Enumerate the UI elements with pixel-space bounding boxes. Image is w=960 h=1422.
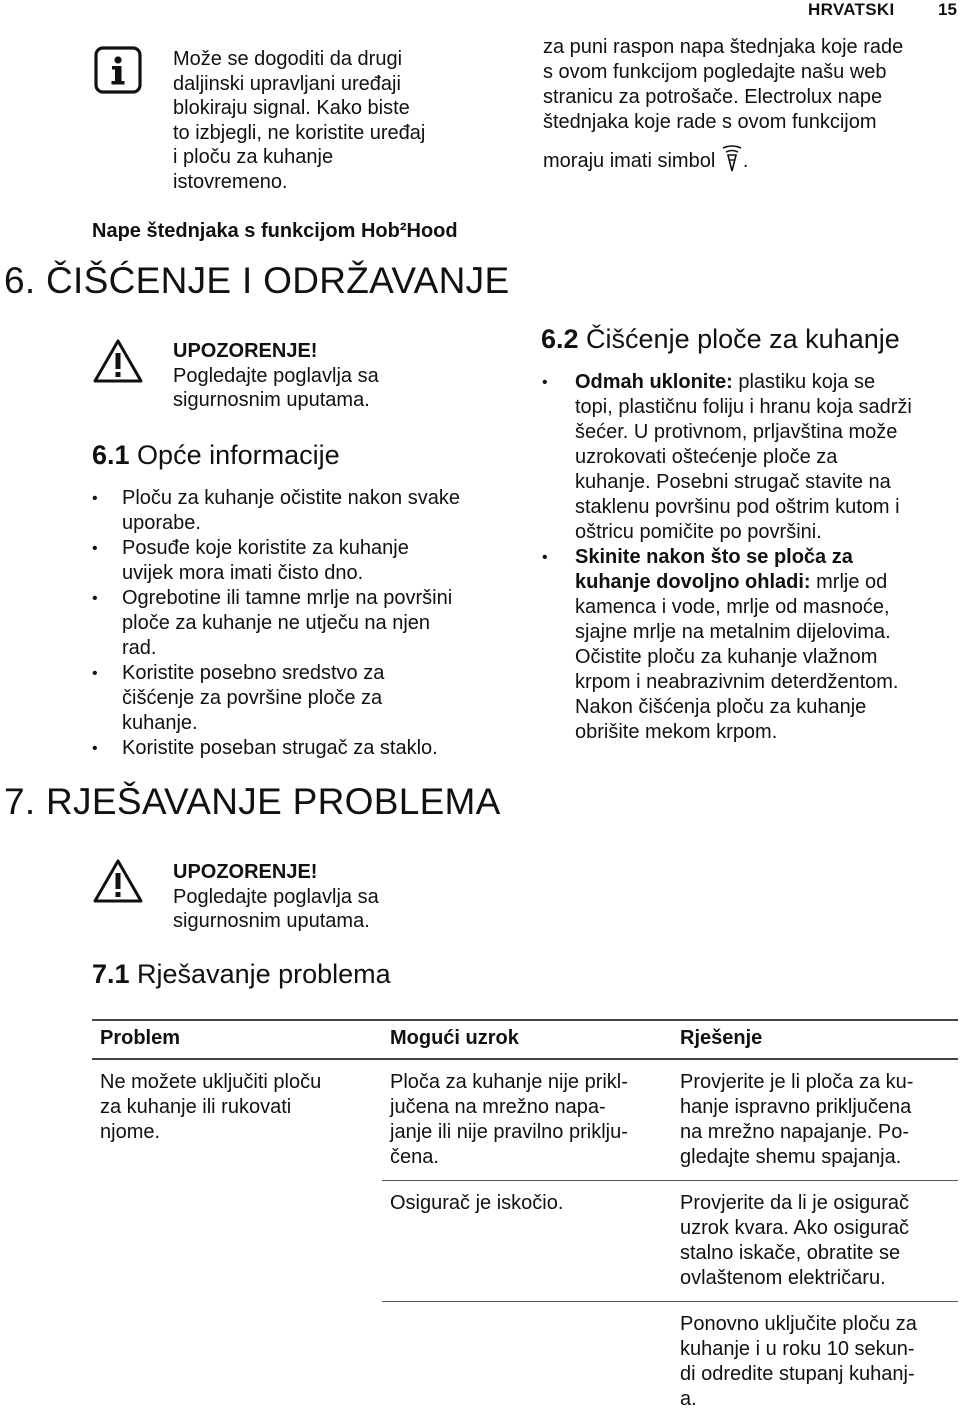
section-6-warning <box>173 339 379 413</box>
warning-icon <box>92 858 144 910</box>
info-note-line: Može se dogoditi da drugi <box>173 47 425 72</box>
warning-line: Pogledajte poglavlja sa <box>173 885 379 910</box>
list-item: • Ogrebotine ili tamne mrlje na površini ploče za kuhanje ne utječu na njen rad. <box>88 586 528 661</box>
list-item: • Ploču za kuhanje očistite nakon svake uporabe. <box>88 486 528 536</box>
column-header: Rješenje <box>672 1020 958 1059</box>
subsection-6-1-title: 6.1 Opće informacije <box>92 440 340 471</box>
table-header-row <box>92 1020 958 1059</box>
info-note-text <box>173 47 425 194</box>
hob2hood-line: štednjaka koje rade s ovom funkcijom <box>543 110 903 135</box>
solution-cell: Provjerite je li ploča za ku- hanje ispravno priključena na mrežno napajanje. Po- gledajte shemu spajanja. <box>672 1059 958 1181</box>
page-number: 15 <box>938 0 957 20</box>
hob2hood-title: Nape štednjaka s funkcijom Hob²Hood <box>92 220 458 243</box>
list-item: • Koristite poseban strugač za staklo. <box>88 736 528 761</box>
hob2hood-last-line: moraju imati simbol . <box>543 145 903 174</box>
hob2hood-symbol-icon <box>721 145 743 173</box>
general-info-list <box>88 486 528 761</box>
info-note-line: daljinski upravljani uređaji <box>173 72 425 97</box>
cleaning-list <box>538 370 958 745</box>
subsection-7-1-title: 7.1 Rješavanje problema <box>92 959 391 990</box>
hob2hood-line: stranicu za potrošače. Electrolux nape <box>543 85 903 110</box>
hob2hood-line: za puni raspon napa štednjaka koje rade <box>543 35 903 60</box>
list-item: • Skinite nakon što se ploča za kuhanje dovoljno ohladi: mrlje od kamenca i vode, mrlje od masnoće, sjajne mrlje na metalnim dijelovima. Očistite ploču za kuhanje vlažnom krpom i neabrazivnim deterdžentom. Nakon čišćenja ploču za kuhanje obrišite mekom krpom. <box>538 545 958 745</box>
hob2hood-line: s ovom funkcijom pogledajte našu web <box>543 60 903 85</box>
info-note-line: i ploču za kuhanje <box>173 145 425 170</box>
info-icon <box>92 44 144 96</box>
solution-cell: Provjerite da li je osigurač uzrok kvara. Ako osigurač stalno iskače, obratite se ovlaštenom električaru. <box>672 1181 958 1302</box>
section-6-title: 6. ČIŠĆENJE I ODRŽAVANJE <box>4 260 509 302</box>
list-item: • Odmah uklonite: plastiku koja se topi, plastičnu foliju i hranu koja sadrži šećer. U protivnom, prljavština može uzrokovati oštećenje ploče za kuhanje. Posebni strugač stavite na staklenu površinu pod oštrim kutom i oštricu pomičite po površini. <box>538 370 958 545</box>
solution-cell: Ponovno uključite ploču za kuhanje i u roku 10 sekun- di odredite stupanj kuhanj- a. <box>672 1302 958 1422</box>
section-7-title: 7. RJEŠAVANJE PROBLEMA <box>4 781 501 823</box>
section-7-warning <box>173 860 379 934</box>
warning-line: Pogledajte poglavlja sa <box>173 364 379 389</box>
warning-heading: UPOZORENJE! <box>173 339 379 364</box>
list-item: • Koristite posebno sredstvo za čišćenje za površine ploče za kuhanje. <box>88 661 528 736</box>
list-item: • Posuđe koje koristite za kuhanje uvijek mora imati čisto dno. <box>88 536 528 586</box>
column-header: Problem <box>92 1020 382 1059</box>
column-header: Mogući uzrok <box>382 1020 672 1059</box>
warning-icon <box>92 338 144 390</box>
cause-cell: Ploča za kuhanje nije prikl- jučena na mrežno napa- janje ili nije pravilno priklju- čena. <box>382 1059 672 1181</box>
table-row <box>92 1059 958 1181</box>
cause-cell <box>382 1302 672 1422</box>
hob2hood-text <box>543 35 903 174</box>
info-note-line: to izbjegli, ne koristite uređaj <box>173 121 425 146</box>
warning-line: sigurnosnim uputama. <box>173 388 379 413</box>
info-note-line: istovremeno. <box>173 170 425 195</box>
info-note-line: blokiraju signal. Kako biste <box>173 96 425 121</box>
warning-line: sigurnosnim uputama. <box>173 909 379 934</box>
troubleshooting-table <box>92 1019 958 1422</box>
cause-cell: Osigurač je iskočio. <box>382 1181 672 1302</box>
problem-cell: Ne možete uključiti ploču za kuhanje ili rukovati njome. <box>92 1059 382 1422</box>
header-language: HRVATSKI <box>808 0 894 20</box>
subsection-6-2-title: 6.2 Čišćenje ploče za kuhanje <box>541 324 900 355</box>
warning-heading: UPOZORENJE! <box>173 860 379 885</box>
